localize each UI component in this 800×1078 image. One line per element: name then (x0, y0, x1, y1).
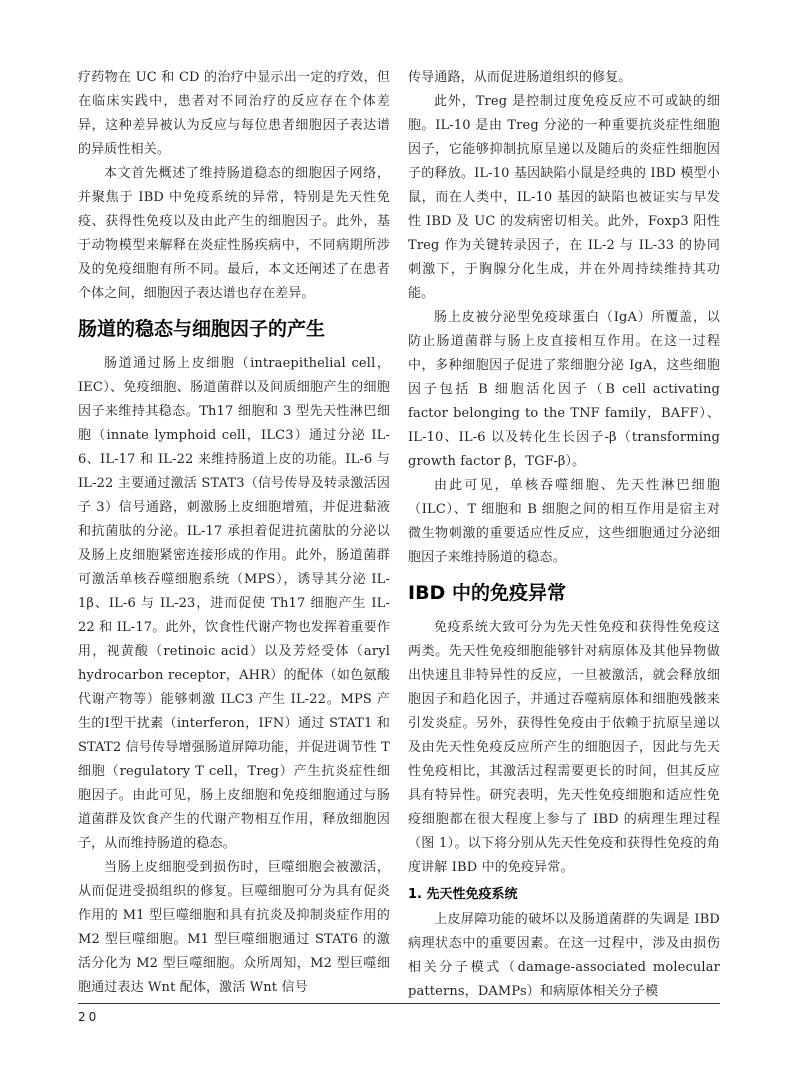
section-heading: 肠道的稳态与细胞因子的产生 (78, 318, 326, 340)
right-column (408, 66, 720, 1004)
footer-rule (78, 1003, 720, 1004)
paragraph: 当肠上皮细胞受到损伤时，巨噬细胞会被激活，从而促进受损组织的修复。巨噬细胞可分为具有促炎作用的 M1 型巨噬细胞和具有抗炎及抑制炎症作用的 M2 型巨噬细胞。M1 型巨噬细胞通过 STAT6 的激活分化为 M2 型巨噬细胞。众所周知，M2 型巨噬细胞通过表达 Wnt 配体，激活 Wnt 信号 (78, 860, 390, 995)
paragraph: 传导通路，从而促进肠道组织的修复。 (408, 70, 632, 85)
paragraph: 肠道通过肠上皮细胞（intraepithelial cell，IEC）、免疫细胞、肠道菌群以及间质细胞产生的细胞因子来维持其稳态。Th17 细胞和 3 型先天性淋巴细胞（innate lymphoid cell，ILC3）通过分泌 IL-6、IL-17 和 IL-22 来维持肠道上皮的功能。IL-6 与 IL-22 主要通过激活 STAT3（信号传导及转录激活因子 3）信号通路，刺激肠上皮细胞增殖，并促进黏液和抗菌肽的分泌。IL-17 承担着促进抗菌肽的分泌以及肠上皮细胞紧密连接形成的作用。此外，肠道菌群可激活单核吞噬细胞系统（MPS），诱导其分泌 IL-1β、IL-6 与 IL-23，进而促使 Th17 细胞产生 IL-22 和 IL-17。此外，饮食性代谢产物也发挥着重要作用，视黄酸（retinoic acid）以及芳烃受体（aryl hydrocarbon receptor，AHR）的配体（如色氨酸代谢产物等）能够刺激 ILC3 产生 IL-22。MPS 产生的Ⅰ型干扰素（interferon，IFN）通过 STAT1 和 STAT2 信号传导增强肠道屏障功能，并促进调节性 T 细胞（regulatory T cell，Treg）产生抗炎症性细胞因子。由此可见，肠上皮细胞和免疫细胞通过与肠道菌群及饮食产生的代谢产物相互作用，释放细胞因子，从而维持肠道的稳态。 (78, 356, 390, 851)
section-heading: IBD 中的免疫异常 (408, 582, 566, 604)
subsection-heading: 1. 先天性免疫系统 (408, 887, 518, 902)
paragraph: 上皮屏障功能的破坏以及肠道菌群的失调是 IBD 病理状态中的重要因素。在这一过程中，涉及由损伤相关分子模式（damage-associated molecular patterns，DAMPs）和病原体相关分子模 (408, 912, 720, 999)
paragraph: 此外，Treg 是控制过度免疫反应不可或缺的细胞。IL-10 是由 Treg 分泌的一种重要抗炎症性细胞因子，它能够抑制抗原呈递以及随后的炎症性细胞因子的释放。IL-10 基因缺陷小鼠是经典的 IBD 模型小鼠，而在人类中，IL-10 基因的缺陷也被证实与早发性 IBD 及 UC 的发病密切相关。此外，Foxp3 阳性 Treg 作为关键转录因子，在 IL-2 与 IL-33 的协同刺激下，于胸腺分化生成，并在外周持续维持其功能。 (408, 94, 720, 301)
paragraph: 肠上皮被分泌型免疫球蛋白（IgA）所覆盖，以防止肠道菌群与肠上皮直接相互作用。在这一过程中，多种细胞因子促进了浆细胞分泌 IgA，这些细胞因子包括 B 细胞活化因子（B cell activating factor belonging to the TNF family，BAFF）、IL-10、IL-6 以及转化生长因子-β（transforming growth factor β，TGF-β）。 (408, 310, 720, 469)
left-column (78, 66, 390, 1000)
paragraph: 疗药物在 UC 和 CD 的治疗中显示出一定的疗效，但在临床实践中，患者对不同治疗的反应存在个体差异，这种差异被认为反应与每位患者细胞因子表达谱的异质性相关。 (78, 70, 390, 157)
paragraph: 本文首先概述了维持肠道稳态的细胞因子网络，并聚焦于 IBD 中免疫系统的异常，特别是先天性免疫、获得性免疫以及由此产生的细胞因子。此外，基于动物模型来解释在炎症性肠疾病中，不同病期所涉及的免疫细胞有所不同。最后，本文还阐述了在患者个体之间，细胞因子表达谱也存在差异。 (78, 166, 390, 301)
paragraph: 由此可见，单核吞噬细胞、先天性淋巴细胞（ILC）、T 细胞和 B 细胞之间的相互作用是宿主对微生物刺激的重要适应性反应，这些细胞通过分泌细胞因子来维持肠道的稳态。 (408, 478, 720, 565)
page-number: 20 (78, 1010, 100, 1024)
paragraph: 免疫系统大致可分为先天性免疫和获得性免疫这两类。先天性免疫细胞能够针对病原体及其他异物做出快速且非特异性的反应，一旦被激活，就会释放细胞因子和趋化因子，并通过吞噬病原体和细胞残骸来引发炎症。另外，获得性免疫由于依赖于抗原呈递以及由先天性免疫反应所产生的细胞因子，因此与先天性免疫相比，其激活过程需要更长的时间，但其反应具有特异性。研究表明，先天性免疫细胞和适应性免疫细胞都在很大程度上参与了 IBD 的病理生理过程（图 1）。以下将分别从先天性免疫和获得性免疫的角度讲解 IBD 中的免疫异常。 (408, 620, 720, 875)
